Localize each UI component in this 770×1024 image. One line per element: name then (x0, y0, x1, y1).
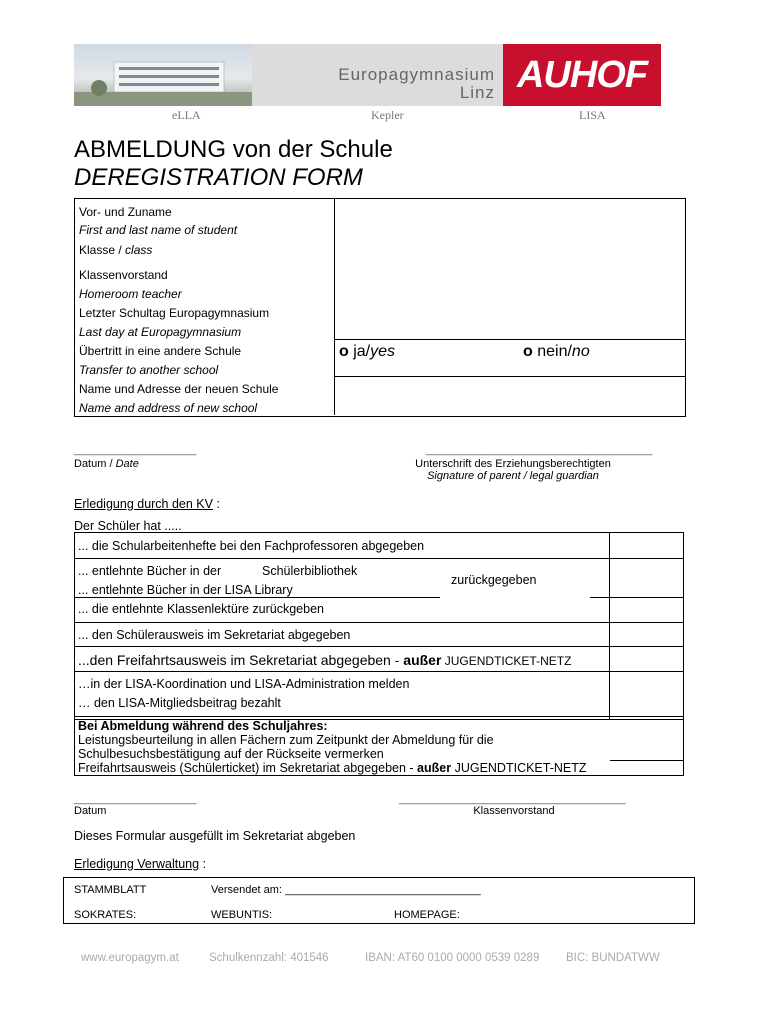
footer-website[interactable]: www.europagym.at (81, 952, 179, 964)
newschool-input[interactable] (335, 377, 684, 414)
midyear-line1: Leistungsbeurteilung in allen Fächern zum Zeitpunkt der Abmeldung für die (78, 733, 494, 747)
label-newschool-en: Name and address of new school (79, 401, 258, 415)
tag-lisa: LISA (579, 108, 606, 122)
kv-item-books: ... entlehnte Bücher in der (78, 564, 222, 578)
signature-line: _____________________________________ (426, 444, 653, 456)
date-line-2: ____________________ (74, 793, 197, 805)
auhof-logo: AUHOF (516, 54, 648, 96)
kv-heading: Erledigung durch den KV : (74, 497, 220, 511)
admin-sokrates[interactable]: SOKRATES: (74, 909, 137, 921)
table-row-divider (74, 671, 684, 672)
table-row-divider (334, 339, 685, 340)
checkbox-books[interactable] (610, 559, 684, 597)
date-line: ____________________ (74, 444, 197, 456)
form-subtitle: DEREGISTRATION FORM (74, 164, 363, 191)
school-building-photo (74, 44, 252, 106)
kv-item-class-reading: ... die entlehnte Klassenlektüre zurückgeben (78, 602, 324, 616)
kv-item-student-id: ... den Schülerausweis im Sekretariat abgegeben (78, 628, 351, 642)
kv-item-workbooks: ... die Schularbeitenhefte bei den Fachprofessoren abgegeben (78, 539, 425, 553)
option-no[interactable]: o nein/no (523, 343, 590, 360)
label-lastday-en: Last day at Europagymnasium (79, 325, 242, 339)
label-teacher-en: Homeroom teacher (79, 287, 182, 301)
footer-iban: IBAN: AT60 0100 0000 0539 0289 (365, 952, 540, 964)
tag-kepler: Kepler (371, 108, 404, 122)
admin-versendet[interactable]: Versendet am: ________________________________ (211, 884, 481, 896)
label-transfer-en: Transfer to another school (79, 363, 219, 377)
label-signature-en: Signature of parent / legal guardian (427, 470, 599, 482)
label-signature: Unterschrift des Erziehungsberechtigten (415, 458, 611, 470)
label-name-en: First and last name of student (79, 223, 238, 237)
kv-item-returned: zurückgegeben (451, 573, 537, 587)
midyear-heading: Bei Abmeldung während des Schuljahres: (78, 719, 328, 733)
admin-homepage[interactable]: HOMEPAGE: (394, 909, 460, 921)
label-kv-signature: Klassenvorstand (473, 805, 555, 817)
label-lastday: Letzter Schultag Europagymnasium (79, 306, 270, 320)
admin-webuntis[interactable]: WEBUNTIS: (211, 909, 273, 921)
checkbox-lisa[interactable] (610, 672, 684, 719)
label-newschool: Name und Adresse der neuen Schule (79, 382, 279, 396)
table-row-divider (74, 558, 684, 559)
admin-heading: Erledigung Verwaltung : (74, 857, 207, 871)
checkbox-class-reading[interactable] (610, 598, 684, 622)
building-illustration (74, 44, 252, 106)
admin-stammblatt[interactable]: STAMMBLATT (74, 884, 147, 896)
midyear-line3: Freifahrtsausweis (Schülerticket) im Sekretariat abgegeben - außer JUGENDTICKET-NETZ (78, 761, 587, 775)
kv-signature-line: _____________________________________ (399, 793, 626, 805)
tag-ella: eLLA (172, 108, 201, 122)
kv-item-lisa-register: …in der LISA-Koordination und LISA-Administration melden (78, 677, 410, 691)
submit-note: Dieses Formular ausgefüllt im Sekretariat abgeben (74, 829, 356, 843)
checkbox-midyear[interactable] (610, 761, 684, 776)
midyear-line2: Schulbesuchsbestätigung auf der Rückseite vermerken (78, 747, 384, 761)
label-transfer: Übertritt in eine andere Schule (79, 344, 242, 358)
label-name: Vor- und Zuname (79, 205, 172, 219)
kv-table (74, 532, 684, 720)
table-row-divider (74, 597, 440, 598)
label-date: Datum / Date (74, 458, 139, 470)
kv-item-library: Schülerbibliothek (262, 564, 358, 578)
label-date-2: Datum (74, 805, 107, 817)
kv-item-lisa-books: ... entlehnte Bücher in der LISA Library (78, 583, 293, 597)
kv-item-travel-pass: ...den Freifahrtsausweis im Sekretariat abgegeben - außer JUGENDTICKET-NETZ (78, 652, 572, 668)
lastday-input[interactable] (335, 302, 684, 338)
footer-school-code: Schulkennzahl: 401546 (209, 952, 329, 964)
form-title: ABMELDUNG von der Schule (74, 136, 393, 163)
kv-intro: Der Schüler hat ..... (74, 519, 182, 533)
name-input[interactable] (335, 199, 684, 258)
label-teacher: Klassenvorstand (79, 268, 168, 282)
checkbox-travel-pass[interactable] (610, 647, 684, 671)
footer-bic: BIC: BUNDATWW (566, 952, 660, 964)
teacher-input[interactable] (335, 262, 684, 300)
label-class: Klasse / class (79, 243, 153, 257)
table-row-divider (74, 622, 684, 623)
school-name: Europagymnasium Linz (338, 65, 495, 102)
option-yes[interactable]: o ja/yes (339, 343, 396, 360)
kv-item-lisa-fee: … den LISA-Mitgliedsbeitrag bezahlt (78, 696, 281, 710)
table-row-divider (74, 646, 684, 647)
checkbox-workbooks[interactable] (610, 533, 684, 558)
checkbox-student-id[interactable] (610, 623, 684, 646)
